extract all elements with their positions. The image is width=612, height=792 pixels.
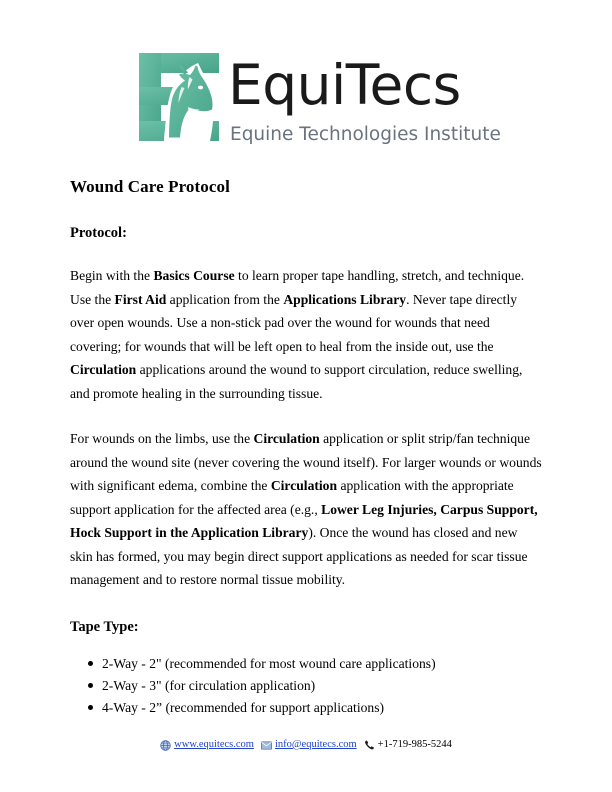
par1-text-1: Begin with the — [70, 268, 154, 283]
equitecs-horse-e-logo-icon — [132, 47, 232, 147]
website-link[interactable]: www.equitecs.com — [174, 739, 254, 750]
tape-type-label: 2-Way - 3" (for circulation application) — [102, 677, 316, 693]
bullet-icon — [88, 661, 93, 666]
par2-text-1: For wounds on the limbs, use the — [70, 431, 254, 446]
footer-website[interactable] — [160, 738, 254, 752]
par2-text-3: application with the appropriate support application for the affected area (e.g., — [70, 478, 514, 517]
par1-text-2: to learn proper tape handling, stretch, and technique. Use the — [70, 268, 525, 307]
tape-type-label: 4-Way - 2” (recommended for support applications) — [102, 699, 385, 715]
envelope-icon — [261, 740, 272, 751]
protocol-heading: Protocol: — [70, 225, 127, 241]
bullet-icon — [88, 705, 93, 710]
phone-number: +1-719-985-5244 — [377, 739, 452, 750]
protocol-paragraph-1 — [70, 264, 542, 405]
email-link[interactable]: info@equitecs.com — [274, 739, 357, 750]
brand-tagline: Equine Technologies Institute — [230, 124, 501, 145]
page-footer — [0, 738, 612, 752]
par1-bold-applications-library: Applications Library — [283, 291, 407, 307]
logo-lockup — [132, 47, 501, 159]
logo-header — [0, 47, 612, 159]
par2-text-2: application or split strip/fan technique around the wound site (never covering the wound itself). For larger wounds or wounds with significant edema, combine the — [70, 431, 542, 493]
par2-text-4: ). Once the wound has closed and new skin has formed, you may begin direct support applications as needed for scar tissue management and to restore normal tissue mobility. — [70, 525, 528, 587]
par2-bold-circulation-2: Circulation — [270, 478, 338, 493]
par1-bold-basics-course: Basics Course — [153, 268, 235, 283]
par2-bold-support-applications: Lower Leg Injuries, Carpus Support, Hock Support in the Application Library — [70, 501, 538, 540]
par1-bold-circulation: Circulation — [70, 362, 137, 377]
footer-phone — [364, 738, 452, 752]
list-item — [70, 698, 542, 717]
bullet-icon — [88, 683, 93, 688]
par1-text-3: application from the — [166, 291, 284, 307]
phone-icon — [364, 740, 375, 751]
tape-type-list — [70, 654, 542, 717]
globe-icon — [160, 740, 171, 751]
par1-text-4: . Never tape directly over open wounds. Use a non-stick pad over the wound for wounds that need covering; for wounds that will be left open to heal from the inside out, use the — [70, 291, 518, 354]
brand-wordmark: EquiTecs — [228, 53, 461, 117]
footer-email[interactable] — [261, 738, 357, 752]
list-item — [70, 654, 542, 673]
page-title: Wound Care Protocol — [70, 177, 230, 196]
par1-bold-first-aid: First Aid — [114, 291, 167, 307]
par1-text-5: applications around the wound to support circulation, reduce swelling, and promote healing in the surrounding tissue. — [70, 362, 523, 401]
tape-type-label: 2-Way - 2" (recommended for most wound care applications) — [102, 655, 436, 671]
tape-type-heading: Tape Type: — [70, 618, 139, 635]
document-body — [70, 176, 542, 717]
par2-bold-circulation-1: Circulation — [253, 431, 320, 446]
protocol-paragraph-2 — [70, 427, 542, 592]
list-item — [70, 676, 542, 695]
